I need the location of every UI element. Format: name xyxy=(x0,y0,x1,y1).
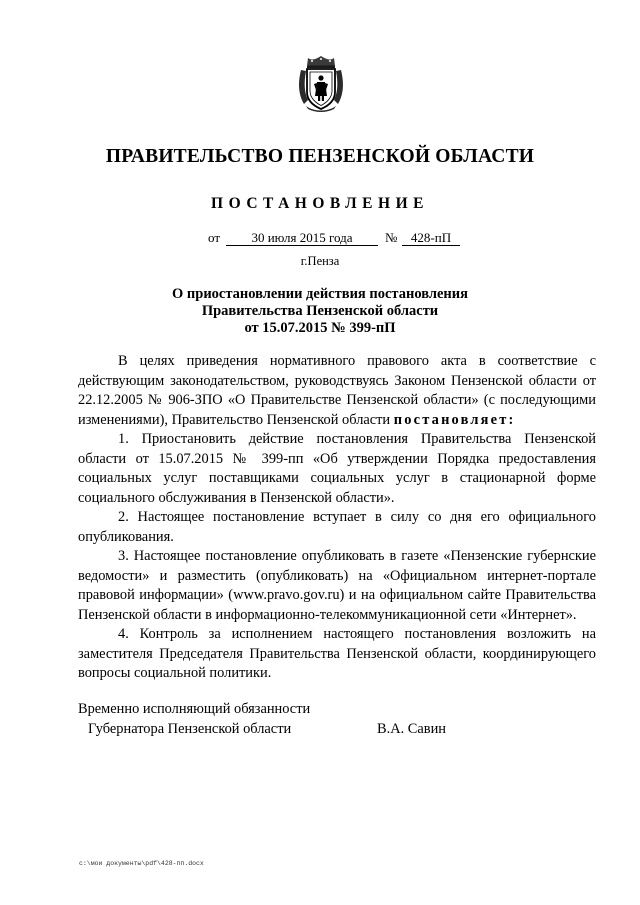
city: г.Пенза xyxy=(300,254,340,268)
file-path-footer: c:\мои документы\pdf\428-пп.docx xyxy=(79,860,204,867)
decree-word: постановляет: xyxy=(393,411,516,428)
document-body xyxy=(78,352,596,684)
date-prefix: от xyxy=(208,230,221,245)
signature-block xyxy=(78,700,446,737)
item-4: 4. Контроль за исполнением настоящего постановления возложить на заместителя Председателя Правительства Пензенской области, координирующего вопросы социальной политики. xyxy=(78,626,596,681)
preamble-text: В целях приведения нормативного правового акта в соответствие с действующим законодательством, руководствуясь Законом Пензенской области от 22.12.2005 № 906-ЗПО «О Правительстве Пензенской области» (с последующими изменениями), Правительство Пензенской области xyxy=(78,353,596,428)
title-line-2: Правительства Пензенской области xyxy=(201,303,439,319)
preamble-paragraph xyxy=(78,352,596,430)
date-field: 30 июля 2015 года xyxy=(226,230,378,246)
title-line-3: от 15.07.2015 № 399-пП xyxy=(244,320,396,336)
number-prefix: № xyxy=(385,230,398,245)
government-name: ПРАВИТЕЛЬСТВО ПЕНЗЕНСКОЙ ОБЛАСТИ xyxy=(105,146,535,167)
item-1: 1. Приостановить действие постановления Правительства Пензенской области от 15.07.2015 № 399-пп «Об утверждении Порядка предоставления социальных услуг поставщиками социальных услуг в стационарной форме социального обслуживания в Пензенской области». xyxy=(78,431,596,506)
signatory-name: В.А. Савин xyxy=(377,720,446,737)
signatory-position-line-2: Губернатора Пензенской области xyxy=(88,720,292,737)
signatory-position-line-1: Временно исполняющий обязанности xyxy=(78,701,311,717)
coat-of-arms-emblem xyxy=(296,56,346,112)
crown-icon xyxy=(307,56,335,68)
item-3: 3. Настоящее постановление опубликовать в газете «Пензенские губернские ведомости» и разместить (опубликовать) на «Официальном интернет-портале правовой информации» (www.pravo.gov.ru) и на официальном сайте Правительства Пензенской области в информационно-телекоммуникационной сети «Интернет». xyxy=(78,548,596,623)
number-field: 428-пП xyxy=(402,230,460,246)
document-type: ПОСТАНОВЛЕНИЕ xyxy=(211,195,429,212)
item-2: 2. Настоящее постановление вступает в силу со дня его официального опубликования. xyxy=(78,509,596,545)
title-line-1: О приостановлении действия постановления xyxy=(172,286,468,302)
document-title xyxy=(100,286,540,337)
